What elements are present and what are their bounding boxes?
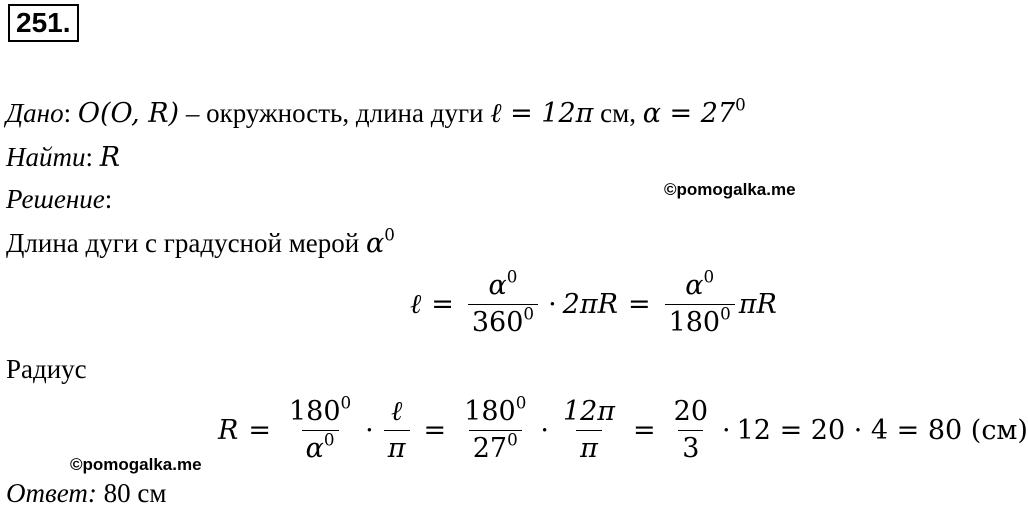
- given-angle: α = 27: [642, 98, 736, 129]
- watermark-top: ©pomogalka.me: [664, 180, 796, 199]
- formula2-fraction-2: [384, 396, 410, 465]
- radius-label: Радиус: [6, 354, 87, 384]
- formula2-fraction-5: [670, 396, 712, 465]
- formula2-f3-den-sup: 0: [507, 429, 518, 450]
- answer-line: [6, 478, 166, 508]
- answer-value: 80 см: [96, 478, 167, 508]
- arc-length-degree: 0: [384, 224, 395, 245]
- formula2-fraction-3: [460, 392, 530, 465]
- formula1-f1-den: 360: [471, 307, 524, 338]
- formula2-eq2: =: [423, 415, 447, 446]
- formula1-f2-num: α: [685, 270, 704, 301]
- formula1-eq2: =: [627, 289, 651, 320]
- formula2-f5-den: 3: [678, 430, 703, 465]
- arc-length-alpha: α: [365, 228, 385, 259]
- formula2-fraction-1: [285, 392, 355, 465]
- formula1-f1-num: α: [488, 270, 507, 301]
- problem-number: 251.: [8, 4, 79, 42]
- formula1-fraction-2: [665, 266, 735, 339]
- formula2-f1-num: 180: [288, 396, 341, 427]
- formula2-f3-den: 27: [472, 433, 508, 464]
- formula2-f2-den: π: [384, 430, 410, 465]
- given-line: Дано: O(O, R) – окружность, длина дуги ℓ = 12π см, $\alpha = 27^0$: [6, 94, 746, 129]
- solution-line: Решение:: [6, 184, 113, 214]
- formula1-lhs: ℓ: [410, 289, 422, 320]
- formula2-f3-num: 180: [464, 396, 516, 427]
- formula1-f2-num-sup: 0: [703, 266, 715, 287]
- formula2-eq3: =: [633, 415, 656, 446]
- formula-radius: R = $\frac{180^0}{\alpha^0}$ · $\frac{\text{ℓ}}{\pi}$ = $\frac{180^0}{27^0}$ · $\frac{12\pi}{\pi}$ = $\frac{20}{3}$ · 12 = 20 · 4 = 80 (см): [218, 392, 1028, 464]
- formula1-f2-den: 180: [668, 307, 721, 338]
- formula1-tail: πR: [738, 289, 777, 320]
- watermark-bottom: ©pomogalka.me: [70, 455, 202, 474]
- given-unit: см,: [593, 98, 643, 128]
- formula2-f1-num-sup: 0: [340, 392, 352, 413]
- given-circle: O(O, R): [77, 98, 180, 129]
- formula2-f4-num: 12π: [562, 396, 616, 427]
- formula1-mult: 2πR: [562, 289, 618, 320]
- solution-label: Решение: [6, 184, 105, 214]
- formula2-lhs: R: [218, 415, 239, 446]
- formula2-f3-num-sup: 0: [515, 392, 527, 413]
- formula2-f5-num: 20: [673, 396, 709, 427]
- formula2-eq1: =: [248, 415, 271, 446]
- given-label: Дано: [6, 98, 64, 128]
- formula-arc-length: ℓ = $\frac{\alpha^0}{360^0}$ · 2πR = $\frac{\alpha^0}{180^0}$ πR: [410, 266, 777, 338]
- find-value: R: [99, 142, 121, 173]
- arc-length-text: Длина дуги с градусной мерой: [6, 228, 366, 258]
- answer-label: Ответ:: [6, 478, 97, 508]
- given-arc: ℓ = 12π: [490, 98, 594, 129]
- given-text: – окружность, длина дуги: [179, 98, 491, 128]
- formula2-f4-den: π: [576, 430, 602, 465]
- formula1-f1-den-sup: 0: [523, 303, 535, 324]
- given-degree: 0: [735, 94, 746, 115]
- find-line: Найти: R: [6, 142, 121, 173]
- formula1-f1-num-sup: 0: [506, 266, 518, 287]
- formula1-fraction-1: [468, 266, 538, 339]
- formula2-fraction-4: [559, 396, 619, 465]
- find-label: Найти: [6, 142, 86, 172]
- formula2-f2-num: ℓ: [391, 396, 403, 427]
- formula2-f1-den-sup: 0: [323, 429, 335, 450]
- formula2-tail: 12 = 20 · 4 = 80 (см): [736, 415, 1028, 446]
- formula1-eq: =: [431, 289, 454, 320]
- formula2-f1-den: α: [305, 433, 324, 464]
- formula1-f2-den-sup: 0: [720, 303, 731, 324]
- arc-length-line: [6, 224, 395, 259]
